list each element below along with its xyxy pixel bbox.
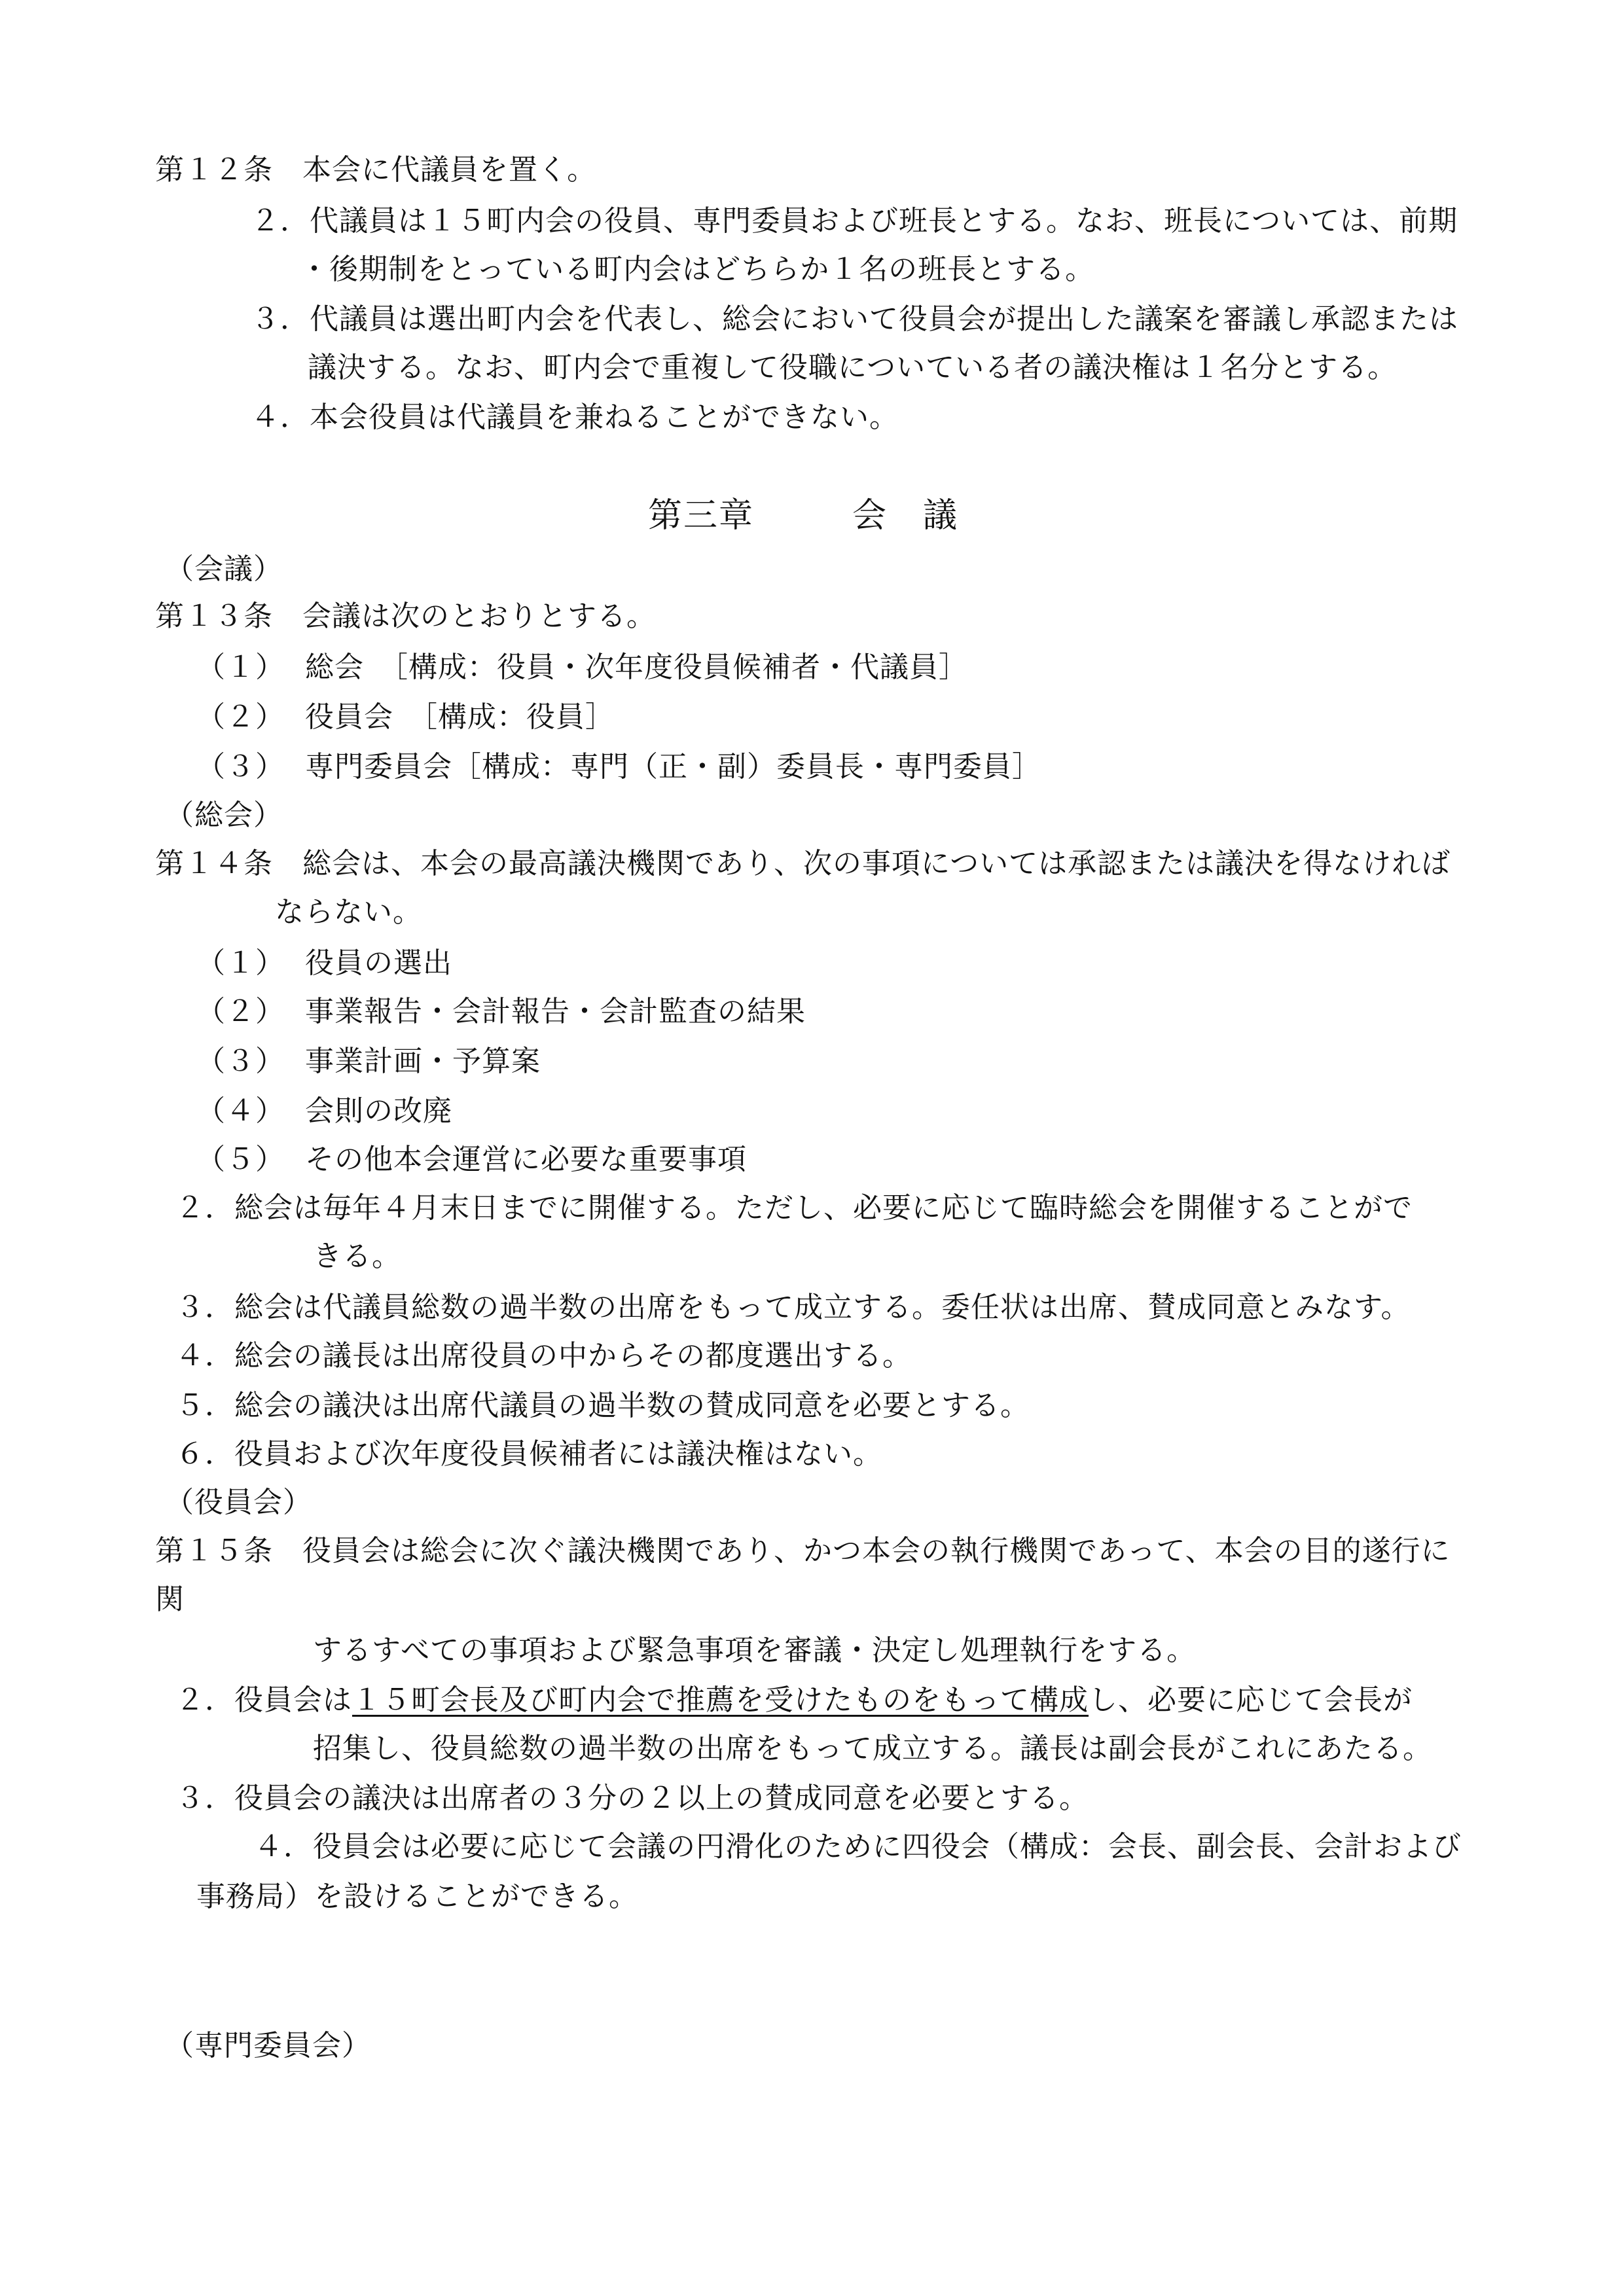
article-14-item-5-number: （５） <box>196 1143 285 1176</box>
article-14-main-line-2: ならない。 <box>275 895 422 929</box>
article-15-para-3: ３．役員会の議決は出席者の３分の２以上の賛成同意を必要とする。 <box>175 1782 1089 1815</box>
article-13-main: 第１３条 会議は次のとおりとする。 <box>155 600 656 633</box>
article-14-item-2-number: （２） <box>196 995 285 1028</box>
article-14-item-1-text: 役員の選出 <box>305 946 452 980</box>
chapter-number: 第三章 <box>648 496 755 535</box>
article-13-item-1-text: 総会 ［構成：役員・次年度役員候補者・代議員］ <box>305 651 968 684</box>
article-14-item-4-text: 会則の改廃 <box>305 1094 452 1128</box>
article-14-para-2-line-1: ２．総会は毎年４月末日までに開催する。ただし、必要に応じて臨時総会を開催することがで <box>175 1191 1413 1225</box>
article-12-para-3-line-1: ３．代議員は選出町内会を代表し、総会において役員会が提出した議案を審議し承認または <box>251 302 1458 336</box>
article-16-heading: （専門委員会） <box>165 2029 371 2062</box>
article-14-item-3-text: 事業計画・予算案 <box>305 1045 541 1078</box>
article-12-main: 第１２条 本会に代議員を置く。 <box>155 153 597 187</box>
article-15-main-line-2: 関 <box>155 1583 185 1616</box>
article-13-item-2-number: （２） <box>196 700 285 734</box>
chapter-heading <box>648 497 958 534</box>
chapter-title: 会 議 <box>852 496 959 535</box>
article-15-main-line-1: 第１５条 役員会は総会に次ぐ議決機関であり、かつ本会の執行機関であって、本会の目的遂行に <box>155 1534 1451 1568</box>
article-12-para-2-line-1: ２．代議員は１５町内会の役員、専門委員および班長とする。なお、班長については、前期 <box>251 204 1458 238</box>
article-15-para-2-prefix: ２．役員会は <box>175 1683 352 1717</box>
article-13-item-2-text: 役員会 ［構成：役員］ <box>305 700 615 734</box>
article-14-para-5: ５．総会の議決は出席代議員の過半数の賛成同意を必要とする。 <box>175 1389 1030 1422</box>
article-14-item-3-number: （３） <box>196 1045 285 1078</box>
article-14-item-5-text: その他本会運営に必要な重要事項 <box>305 1143 747 1176</box>
article-14-heading: （総会） <box>165 798 283 832</box>
article-14-item-4-number: （４） <box>196 1094 285 1128</box>
article-14-item-2-text: 事業報告・会計報告・会計監査の結果 <box>305 995 806 1028</box>
article-13-item-1-number: （１） <box>196 651 285 684</box>
article-15-para-2-suffix: し、必要に応じて会長が <box>1089 1683 1413 1717</box>
article-15-main-line-3: するすべての事項および緊急事項を審議・決定し処理執行をする。 <box>313 1634 1197 1667</box>
article-13-item-3-number: （３） <box>196 750 285 783</box>
article-15-heading: （役員会） <box>165 1486 312 1519</box>
article-12-para-2-line-2: ・後期制をとっている町内会はどちらか１名の班長とする。 <box>300 253 1095 286</box>
article-15-para-2-underlined: １５町会長及び町内会で推薦を受けたものをもって構成 <box>352 1683 1089 1717</box>
article-15-para-2-line-2: 招集し、役員総数の過半数の出席をもって成立する。議長は副会長がこれにあたる。 <box>313 1732 1432 1765</box>
article-14-main-line-1: 第１４条 総会は、本会の最高議決機関であり、次の事項については承認または議決を得なければ <box>155 847 1451 880</box>
article-14-para-2-line-2: きる。 <box>313 1240 401 1273</box>
article-12-para-3-line-2: 議決する。なお、町内会で重複して役職についている者の議決権は１名分とする。 <box>308 351 1398 384</box>
article-15-para-2-line-1 <box>175 1682 1413 1719</box>
article-14-para-6: ６．役員および次年度役員候補者には議決権はない。 <box>175 1437 882 1471</box>
article-14-para-3: ３．総会は代議員総数の過半数の出席をもって成立する。委任状は出席、賛成同意とみなす。 <box>175 1291 1411 1324</box>
article-13-item-3-text: 専門委員会［構成：専門（正・副）委員長・専門委員］ <box>305 750 1041 783</box>
article-14-para-4: ４．総会の議長は出席役員の中からその都度選出する。 <box>175 1339 912 1372</box>
article-15-para-4-line-1: ４．役員会は必要に応じて会議の円滑化のために四役会（構成：会長、副会長、会計および <box>254 1830 1462 1863</box>
article-14-item-1-number: （１） <box>196 946 285 980</box>
article-15-para-4-line-2: 事務局）を設けることができる。 <box>196 1880 638 1913</box>
article-13-heading: （会議） <box>165 552 283 586</box>
article-12-para-4: ４．本会役員は代議員を兼ねることができない。 <box>251 401 899 434</box>
